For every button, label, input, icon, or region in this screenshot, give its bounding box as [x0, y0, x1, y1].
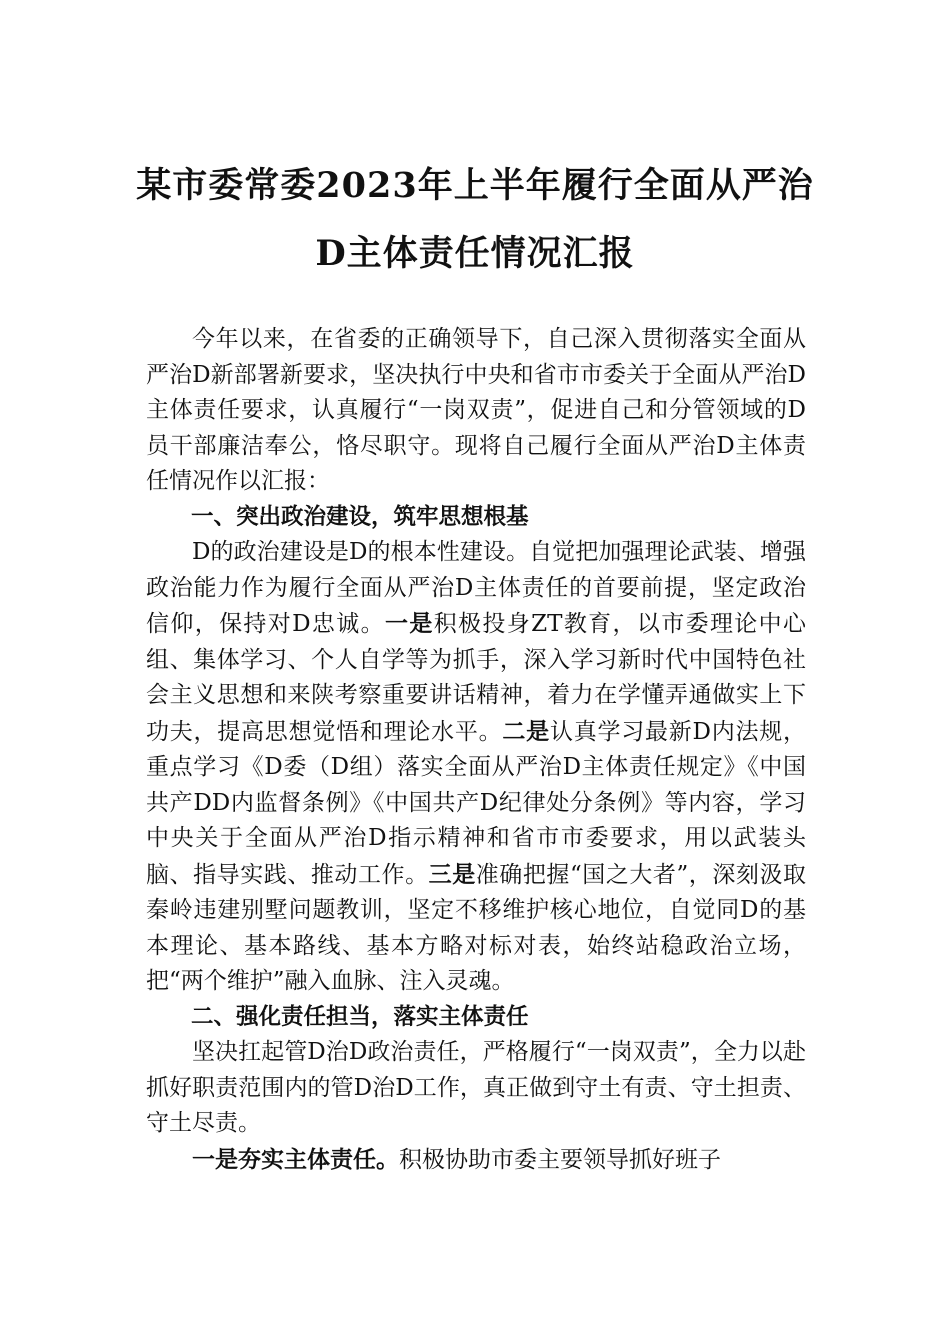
section-1-marker-1: 一是: [385, 610, 434, 637]
section-1-text-d: 准确把握“国之大者”，深刻汲取秦岭违建别墅问题教训，坚定不移维护核心地位，自觉同D的基本理论、基本路线、基本方略对标对表，始终站稳政治立场，把“两个维护”融入血脉、注入灵魂。: [146, 861, 807, 994]
section-2-paragraph-2: [146, 1142, 806, 1179]
section-1-text-a: D的政治建设是D的根本性建设。自觉把加强理论武装、增强政治能力作为履行全面从严治D主体责任的首要前提，坚定政治信仰，保持对D忠诚。: [146, 539, 806, 637]
section-1-text-b: 积极投身ZT教育，以市委理论中心组、集体学习、个人自学等为抓手，深入学习新时代中国特色社会主义思想和来陕考察重要讲话精神，着力在学懂弄通做实上下功夫，提高思想觉悟和理论水平。: [146, 611, 807, 745]
section-2-text: 积极协助市委主要领导抓好班子: [399, 1146, 721, 1173]
section-2-heading: 二、强化责任担当，落实主体责任: [191, 1003, 529, 1030]
section-1-marker-3: 三是: [428, 860, 476, 888]
section-1-paragraph: [146, 535, 806, 1000]
section-2-paragraph-1: 坚决扛起管D治D政治责任，严格履行“一岗双责”，全力以赴抓好职责范围内的管D治D工作，真正做到守土有责、守土担责、守土尽责。: [146, 1039, 806, 1136]
section-1-marker-2: 二是: [502, 717, 550, 745]
section-1-text-c: 认真学习最新D内法规，重点学习《D委（D组）落实全面从严治D主体责任规定》《中国共产DD内监督条例》《中国共产D纪律处分条例》等内容，学习中央关于全面从严治D指示精神和省市市委要求，用以武装头脑、指导实践、推动工作。: [146, 718, 807, 888]
intro-paragraph: 今年以来，在省委的正确领导下，自己深入贯彻落实全面从严治D新部署新要求，坚决执行中央和省市市委关于全面从严治D主体责任要求，认真履行“一岗双责”，促进自己和分管领域的D员干部廉洁奉公，恪尽职守。现将自己履行全面从严治D主体责任情况作以汇报：: [146, 326, 806, 494]
document-body: [146, 322, 806, 1178]
section-2-lead: 一是夯实主体责任。: [192, 1145, 399, 1173]
document-title-line-2: D主体责任情况汇报: [315, 233, 635, 274]
document-title-line-1: 某市委常委2023年上半年履行全面从严治: [136, 165, 814, 206]
section-1-heading: 一、突出政治建设，筑牢思想根基: [191, 503, 529, 530]
